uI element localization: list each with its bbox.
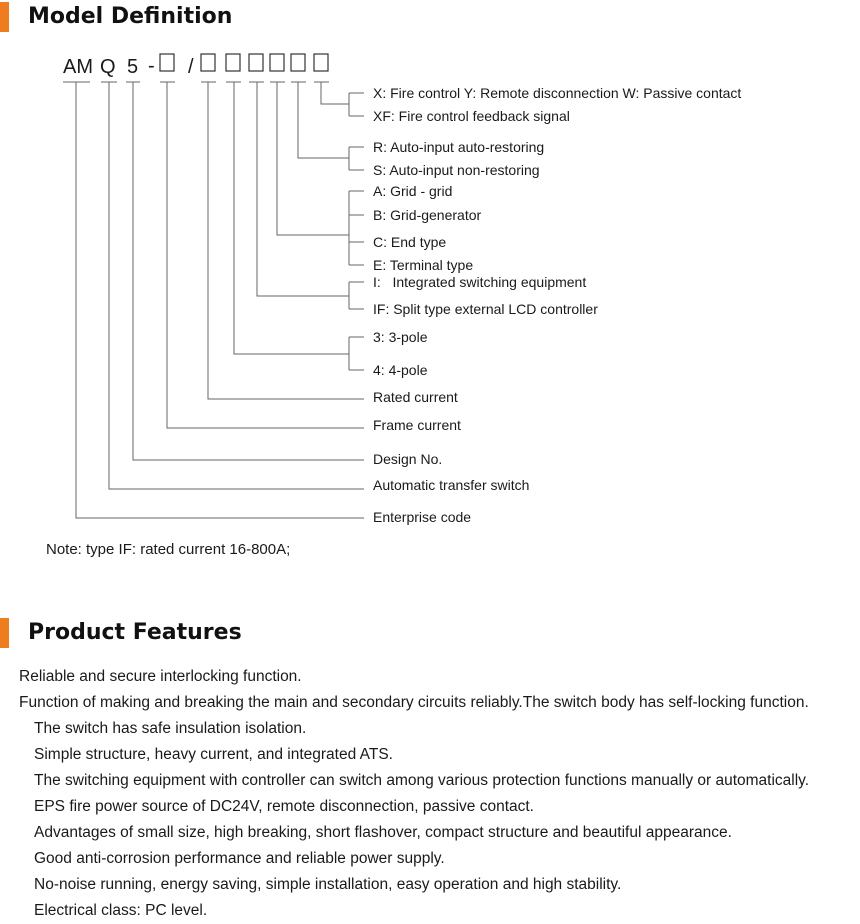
feature-item: The switch has safe insulation isolation.	[34, 720, 307, 737]
feature-list	[0, 664, 860, 924]
leader-frame-current	[167, 82, 364, 428]
label-design-no: Design No.	[373, 451, 443, 467]
option-fire-control: X: Fire control Y: Remote disconnection W: Passive contact	[373, 85, 742, 101]
feature-item: Good anti-corrosion performance and reliable power supply.	[34, 850, 445, 867]
feature-item: Simple structure, heavy current, and integrated ATS.	[34, 746, 393, 763]
feature-item: EPS fire power source of DC24V, remote disconnection, passive contact.	[34, 798, 534, 815]
leader-rated-current	[208, 82, 364, 399]
option-3-pole: 3: 3-pole	[373, 329, 428, 345]
feature-item: Advantages of small size, high breaking, short flashover, compact structure and beautiful appearance.	[34, 824, 732, 841]
option-grid-generator: B: Grid-generator	[373, 207, 482, 223]
code-box-poles	[226, 54, 240, 71]
option-terminal-type: E: Terminal type	[373, 257, 474, 273]
option-integrated: I: Integrated switching equipment	[373, 274, 587, 290]
section-accent-bar	[0, 618, 9, 648]
model-definition-title: Model Definition	[28, 4, 233, 29]
leader-type	[277, 82, 364, 265]
code-slash: /	[188, 56, 194, 78]
option-fire-feedback: XF: Fire control feedback signal	[373, 108, 570, 124]
code-box-restoring	[291, 54, 305, 71]
option-auto-restoring: R: Auto-input auto-restoring	[373, 139, 545, 155]
product-features-title: Product Features	[28, 620, 242, 645]
code-q: Q	[100, 56, 116, 78]
code-design: 5	[127, 56, 139, 78]
leader-controller	[257, 82, 364, 309]
leader-restoring	[298, 82, 364, 170]
code-box-rated-current	[201, 54, 215, 71]
label-frame-current: Frame current	[373, 417, 461, 433]
leader-design-no	[133, 82, 364, 460]
model-note: Note: type IF: rated current 16-800A;	[46, 541, 291, 558]
code-prefix: AM	[63, 56, 93, 78]
option-4-pole: 4: 4-pole	[373, 362, 428, 378]
feature-item: Reliable and secure interlocking function.	[19, 668, 302, 685]
feature-item: The switching equipment with controller can switch among various protection functions manually or automatically.	[34, 772, 810, 789]
option-end-type: C: End type	[373, 234, 447, 250]
feature-item: Electrical class: PC level.	[34, 902, 208, 919]
feature-item: No-noise running, energy saving, simple installation, easy operation and high stability.	[34, 876, 622, 893]
option-split-lcd: IF: Split type external LCD controller	[373, 301, 598, 317]
leader-enterprise-code	[76, 82, 364, 518]
code-box-controller	[249, 54, 263, 71]
feature-item: Function of making and breaking the main and secondary circuits reliably.The switch body has self-locking function.	[19, 694, 809, 711]
code-box-fire-control	[314, 54, 328, 71]
label-automatic-transfer-switch: Automatic transfer switch	[373, 477, 530, 493]
label-rated-current: Rated current	[373, 389, 458, 405]
leader-poles	[234, 82, 364, 370]
code-dash: -	[148, 55, 155, 77]
code-box-frame-current	[160, 54, 174, 71]
label-enterprise-code: Enterprise code	[373, 509, 472, 525]
option-non-restoring: S: Auto-input non-restoring	[373, 162, 540, 178]
option-grid-grid: A: Grid - grid	[373, 183, 453, 199]
leader-fire-control	[321, 82, 364, 116]
code-box-type	[270, 54, 284, 71]
